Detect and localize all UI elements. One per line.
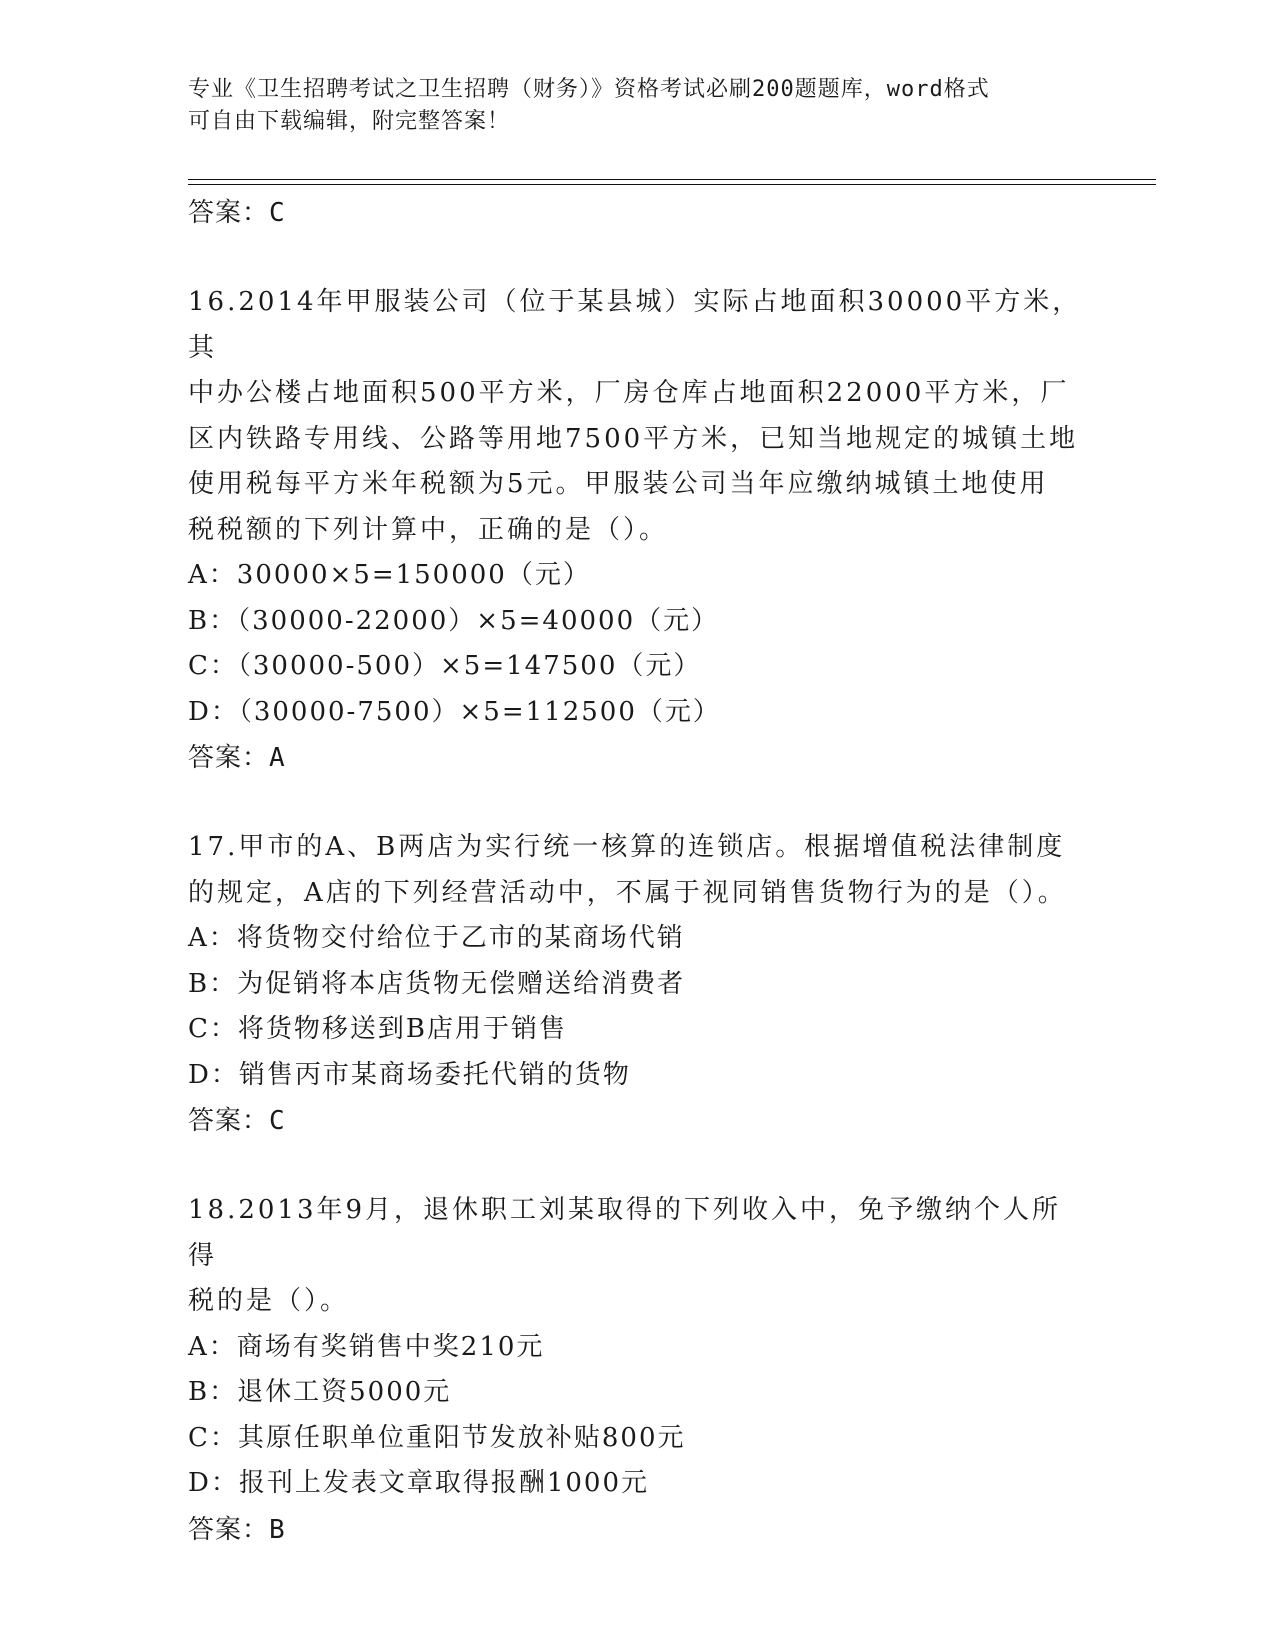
- question-text-line: 中办公楼占地面积500平方米，厂房仓库占地面积22000平方米，厂: [188, 378, 1070, 408]
- question-text: [188, 825, 1088, 916]
- option-d: D：报刊上发表文章取得报酬1000元: [188, 1468, 650, 1498]
- option-b: B：为促销将本店货物无偿赠送给消费者: [188, 968, 686, 999]
- question-text-line: 税的是（）。: [188, 1286, 350, 1316]
- option-a: A：商场有奖销售中奖210元: [188, 1331, 545, 1362]
- question-16: [188, 280, 1088, 781]
- option-c: C：其原任职单位重阳节发放补贴800元: [188, 1422, 686, 1453]
- question-text-line: 的规定，A店的下列经营活动中，不属于视同销售货物行为的是（）。: [188, 877, 1067, 908]
- option-a: A：将货物交付给位于乙市的某商场代销: [188, 923, 685, 953]
- previous-answer: 答案：C: [188, 198, 286, 228]
- option-c: C：将货物移送到B店用于销售: [188, 1014, 568, 1044]
- page-header: [188, 74, 1088, 138]
- question-text-line: 17.甲市的A、B两店为实行统一核算的连锁店。根据增值税法律制度: [188, 832, 1066, 862]
- option-a: A：30000×5=150000（元）: [188, 560, 591, 590]
- header-divider-bottom: [188, 184, 1156, 185]
- option-d: D：销售丙市某商场委托代销的货物: [188, 1059, 631, 1090]
- answer-line: 答案：B: [188, 1514, 286, 1545]
- option-b: B：退休工资5000元: [188, 1377, 452, 1407]
- option-b: B：（30000-22000）×5=40000（元）: [188, 605, 720, 636]
- question-text-line: 18.2013年9月，退休职工刘某取得的下列收入中，免予缴纳个人所得: [188, 1195, 1062, 1271]
- question-list: [188, 190, 1088, 1553]
- answer-line: 答案：A: [188, 743, 286, 773]
- question-18: [188, 1188, 1088, 1553]
- option-c: C：（30000-500）×5=147500（元）: [188, 651, 702, 681]
- option-d: D：（30000-7500）×5=112500（元）: [188, 696, 721, 727]
- question-text: [188, 1188, 1088, 1325]
- question-text-line: 税税额的下列计算中，正确的是（）。: [188, 514, 669, 545]
- answer-line: 答案：C: [188, 1106, 286, 1136]
- header-line-1: 专业《卫生招聘考试之卫生招聘（财务）》资格考试必刷200题题库，word格式: [188, 77, 990, 102]
- question-text-line: 16.2014年甲服装公司（位于某县城）实际占地面积30000平方米，其: [188, 287, 1082, 363]
- header-divider-top: [188, 179, 1156, 180]
- question-17: [188, 825, 1088, 1144]
- question-text-line: 区内铁路专用线、公路等用地7500平方米，已知当地规定的城镇土地: [188, 423, 1079, 454]
- question-text: [188, 280, 1088, 553]
- question-text-line: 使用税每平方米年税额为5元。甲服装公司当年应缴纳城镇土地使用: [188, 469, 1049, 499]
- header-line-2: 可自由下载编辑，附完整答案！: [188, 109, 511, 134]
